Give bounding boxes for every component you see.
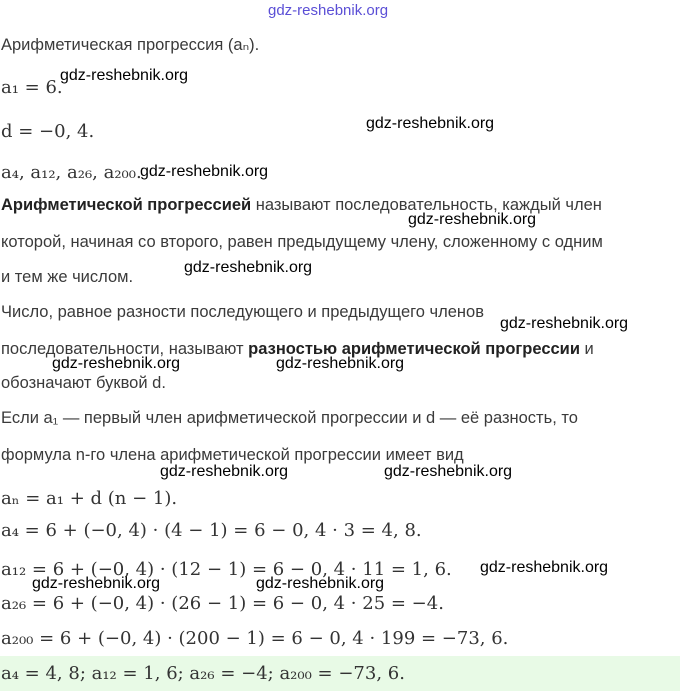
- term-arithmetic-progression: Арифметической прогрессией: [1, 196, 252, 214]
- watermark: gdz-reshebnik.org: [32, 575, 161, 592]
- theory-p1-line3: и тем же числом.: [1, 268, 134, 286]
- watermark: gdz-reshebnik.org: [256, 575, 385, 592]
- theory-p1-line2: которой, начиная со второго, равен предыдущему члену, сложенному с одним: [1, 233, 603, 251]
- formula-nth-term: aₙ = a₁ + d (n − 1).: [1, 488, 178, 509]
- answer-text: a₄ = 4, 8; a₁₂ = 1, 6; a₂₆ = −4; a₂₀₀ = −73, 6.: [1, 663, 405, 684]
- watermark: gdz-reshebnik.org: [140, 163, 269, 180]
- theory-p2-line2-start: последовательности, называют: [1, 340, 249, 358]
- watermark: gdz-reshebnik.org: [384, 463, 513, 480]
- watermark: gdz-reshebnik.org: [52, 355, 181, 372]
- calc-a12: a₁₂ = 6 + (−0, 4) · (12 − 1) = 6 − 0, 4 · 11 = 1, 6.: [1, 559, 452, 580]
- given-progression: Арифметическая прогрессия (aₙ).: [1, 36, 260, 54]
- answer-box: [0, 656, 680, 691]
- calc-a4: a₄ = 6 + (−0, 4) · (4 − 1) = 6 − 0, 4 · 3 = 4, 8.: [1, 520, 422, 541]
- term-progression-difference: разностью арифметической прогрессии: [248, 340, 580, 358]
- theory-p3-line1: Если a₁ — первый член арифметической прогрессии и d — её разность, то: [1, 409, 578, 427]
- theory-p3-line2: формула n-го члена арифметической прогрессии имеет вид: [1, 446, 464, 464]
- theory-p2-line2-end: и: [579, 340, 594, 358]
- given-find: a₄, a₁₂, a₂₆, a₂₀₀.: [1, 162, 142, 183]
- watermark-top: gdz-reshebnik.org: [268, 2, 389, 19]
- watermark: gdz-reshebnik.org: [184, 259, 313, 276]
- watermark: gdz-reshebnik.org: [480, 559, 609, 576]
- given-d: d = −0, 4.: [1, 121, 95, 142]
- watermark: gdz-reshebnik.org: [408, 211, 537, 228]
- theory-p2-line3: обозначают буквой d.: [1, 374, 166, 392]
- calc-a26: a₂₆ = 6 + (−0, 4) · (26 − 1) = 6 − 0, 4 · 25 = −4.: [1, 593, 444, 614]
- calc-a200: a₂₀₀ = 6 + (−0, 4) · (200 − 1) = 6 − 0, 4 · 199 = −73, 6.: [1, 628, 509, 649]
- watermark: gdz-reshebnik.org: [160, 463, 289, 480]
- theory-p1-line1-text: называют последовательность, каждый член: [251, 196, 602, 214]
- watermark: gdz-reshebnik.org: [500, 315, 629, 332]
- watermark: gdz-reshebnik.org: [60, 67, 189, 84]
- watermark: gdz-reshebnik.org: [366, 115, 495, 132]
- watermark: gdz-reshebnik.org: [276, 355, 405, 372]
- given-a1: a₁ = 6.: [1, 77, 63, 98]
- theory-p2-line1: Число, равное разности последующего и предыдущего членов: [1, 303, 484, 321]
